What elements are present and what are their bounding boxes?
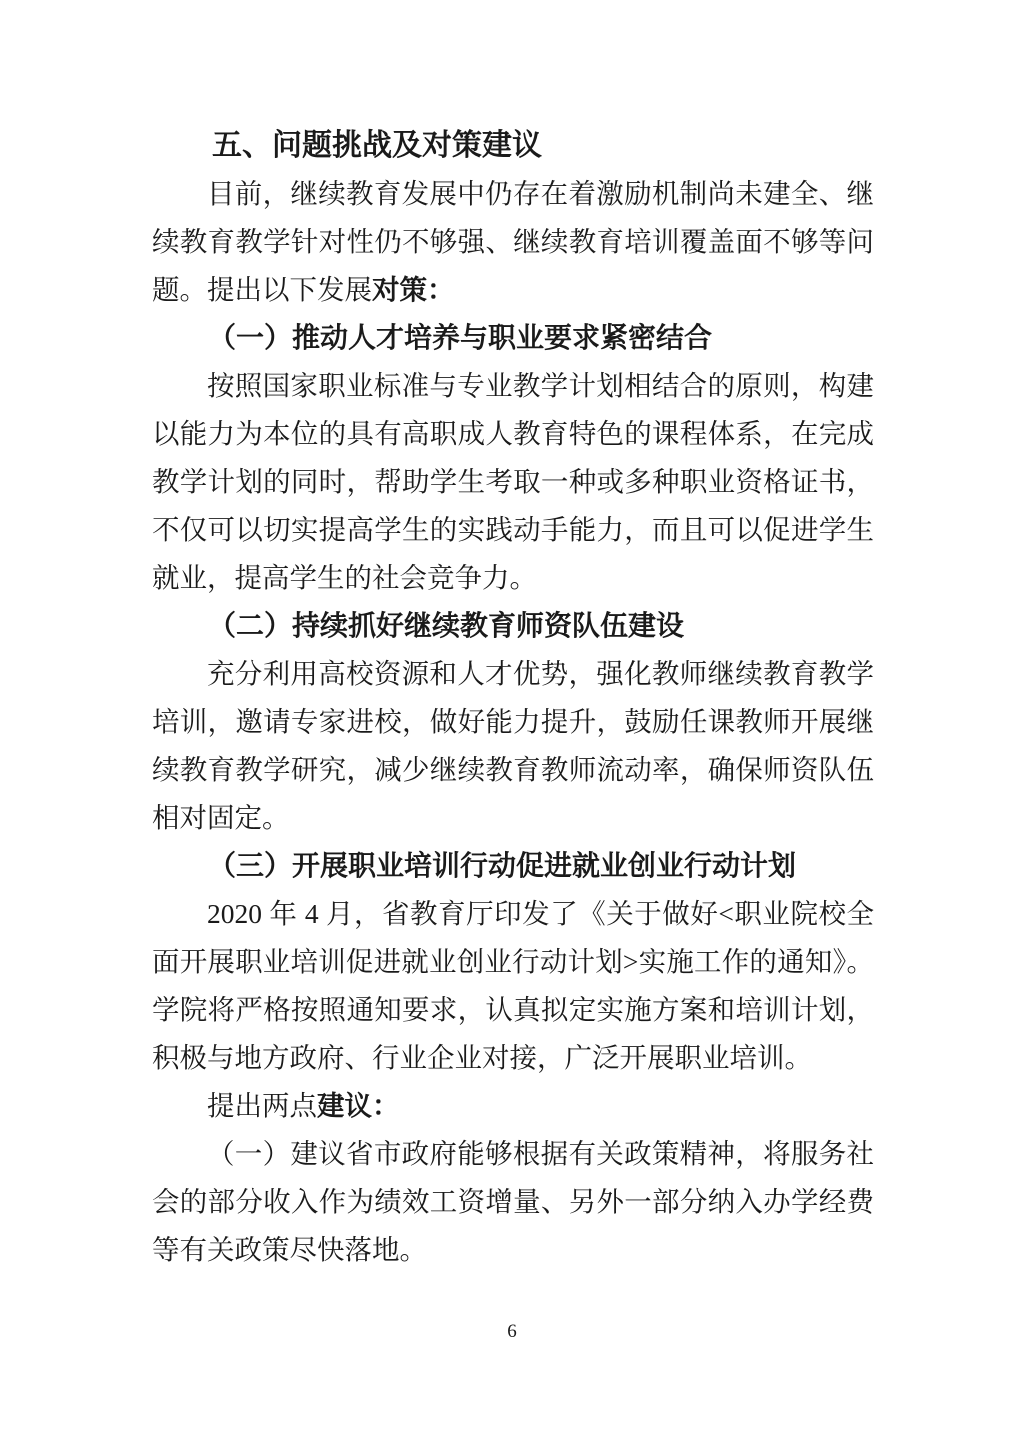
document-body [152,122,874,1274]
section-heading [152,602,874,650]
paragraph [152,1130,874,1274]
paragraph [152,362,874,602]
text-segment: 充分利用高校资源和人才优势，强化教师继续教育教学培训，邀请专家进校，做好能力提升，鼓励任课教师开展继续教育教学研究，减少继续教育教师流动率，确保师资队伍相对固定。 [152,658,874,833]
paragraph [152,890,874,1082]
text-segment: （一）建议省市政府能够根据有关政策精神，将服务社会的部分收入作为绩效工资增量、另外一部分纳入办学经费等有关政策尽快落地。 [152,1138,874,1265]
section-heading [152,842,874,890]
bold-text-segment: 建议： [317,1090,400,1121]
text-segment: 目前，继续教育发展中仍存在着激励机制尚未建全、继续教育教学针对性仍不够强、继续教育培训覆盖面不够等问题。提出以下发展 [152,178,874,305]
bold-text-segment: （二）持续抓好继续教育师资队伍建设 [208,610,685,641]
paragraph [152,1082,874,1130]
text-segment: 按照国家职业标准与专业教学计划相结合的原则，构建以能力为本位的具有高职成人教育特色的课程体系，在完成教学计划的同时，帮助学生考取一种或多种职业资格证书，不仅可以切实提高学生的实践动手能力，而且可以促进学生就业，提高学生的社会竞争力。 [152,370,874,593]
bold-text-segment: （三）开展职业培训行动促进就业创业行动计划 [208,850,797,881]
paragraph [152,650,874,842]
section-heading [152,122,874,170]
section-heading [152,314,874,362]
bold-text-segment: 对策： [372,274,455,305]
text-segment: 提出两点 [207,1090,317,1121]
text-segment: 2020 年 4 月，省教育厅印发了《关于做好<职业院校全面开展职业培训促进就业创业行动计划>实施工作的通知》。学院将严格按照通知要求，认真拟定实施方案和培训计划，积极与地方政府、行业企业对接，广泛开展职业培训。 [152,898,874,1073]
bold-text-segment: （一）推动人才培养与职业要求紧密结合 [208,322,713,353]
bold-text-segment: 五、问题挑战及对策建议 [212,129,542,162]
paragraph [152,170,874,314]
page-number: 6 [507,1321,517,1342]
